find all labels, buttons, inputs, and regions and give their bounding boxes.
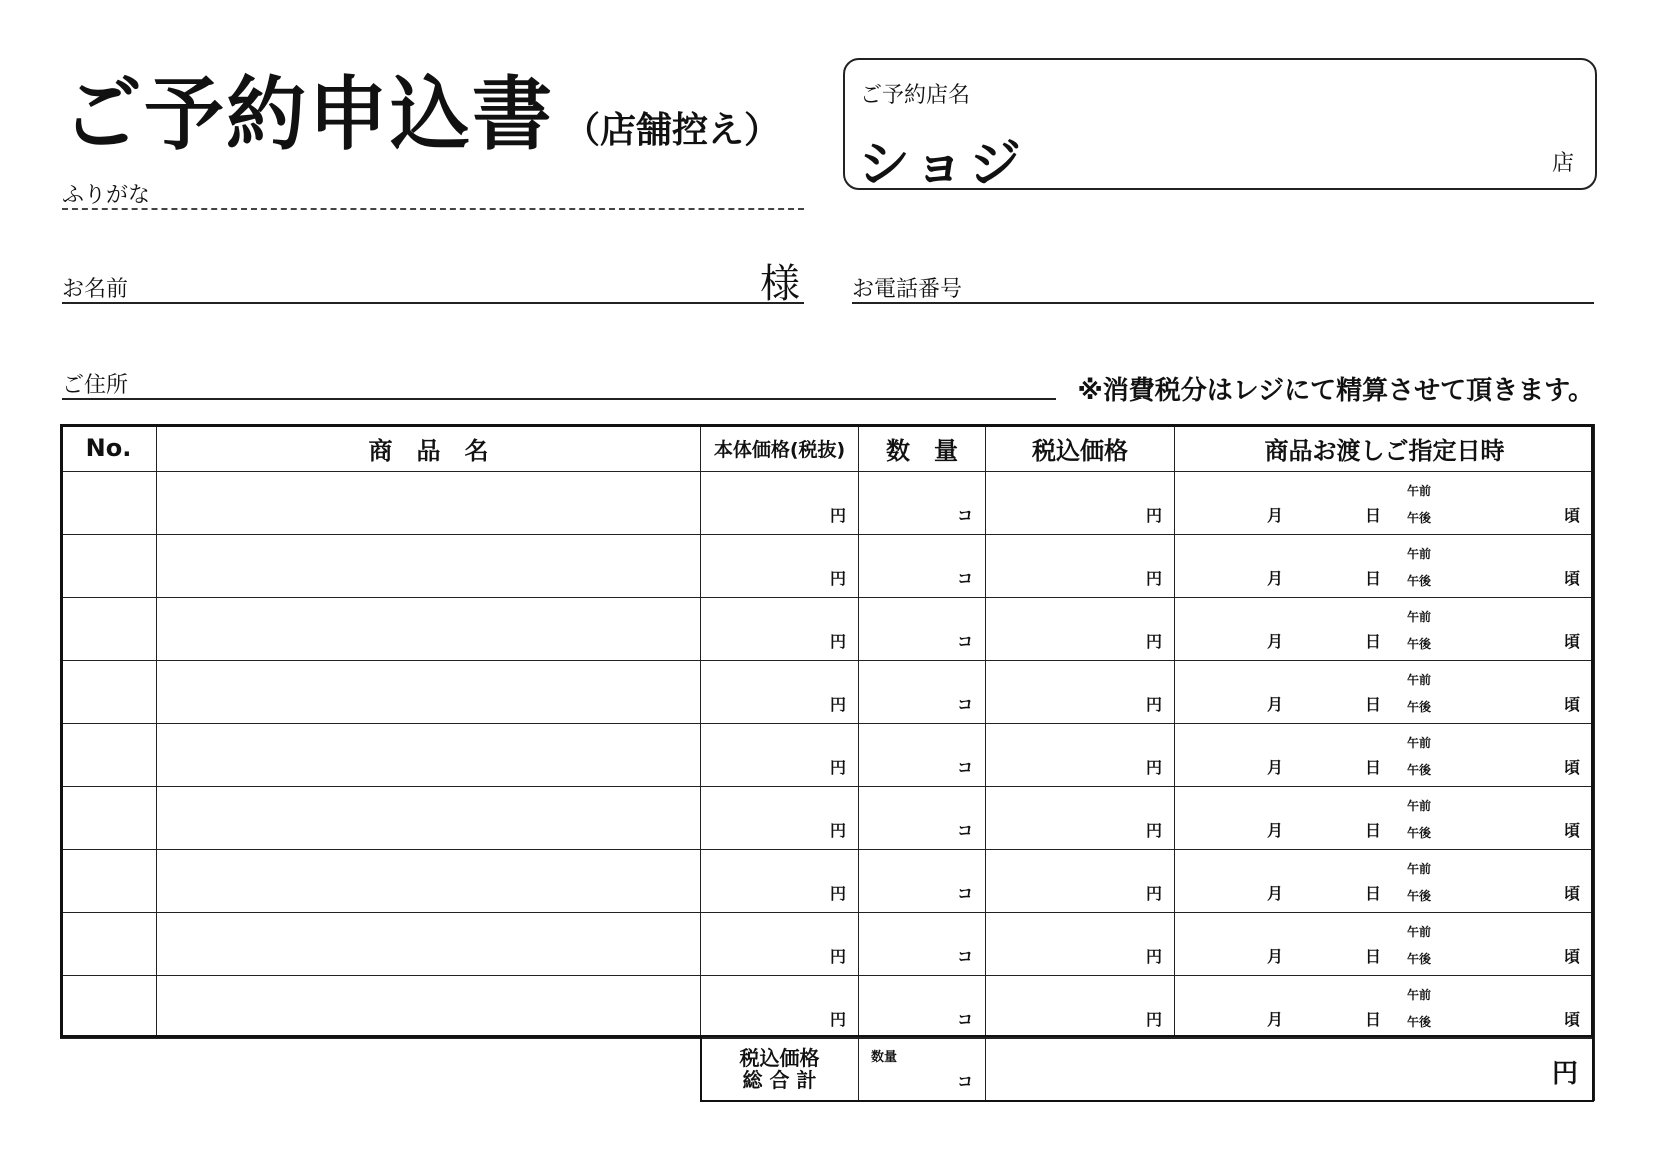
header-price-ex: 本体価格(税抜): [701, 425, 859, 472]
ko-unit: コ: [956, 1010, 973, 1029]
tax-note: ※消費税分はレジにて精算させて頂きます。: [1077, 376, 1594, 406]
phone-field[interactable]: [852, 302, 1594, 304]
furigana-label: ふりがな: [62, 183, 151, 208]
yen-unit: 円: [1145, 947, 1162, 966]
header-item: 商 品 名: [157, 425, 701, 472]
delivery-cell[interactable]: [1175, 787, 1595, 850]
pm-label: 午後: [1407, 574, 1432, 588]
ko-unit: コ: [956, 632, 973, 651]
price-in-cell[interactable]: [986, 661, 1175, 724]
name-suffix: 様: [760, 261, 800, 307]
item-cell[interactable]: [157, 535, 701, 598]
month-unit: 月: [1267, 884, 1284, 903]
ko-unit: コ: [956, 947, 973, 966]
no-cell[interactable]: [61, 913, 157, 976]
qty-cell[interactable]: [859, 976, 986, 1039]
no-cell[interactable]: [61, 787, 157, 850]
yen-unit: 円: [829, 569, 846, 588]
table-row: [61, 472, 1595, 535]
item-cell[interactable]: [157, 976, 701, 1039]
totals-yen: 円: [1551, 1059, 1578, 1089]
day-unit: 日: [1365, 506, 1382, 525]
price-in-cell[interactable]: [986, 976, 1175, 1039]
am-label: 午前: [1407, 484, 1432, 498]
delivery-cell[interactable]: [1175, 661, 1595, 724]
day-unit: 日: [1365, 821, 1382, 840]
yen-unit: 円: [1145, 884, 1162, 903]
price-ex-cell[interactable]: [701, 976, 859, 1039]
table-row: [61, 535, 1595, 598]
price-ex-cell[interactable]: [701, 472, 859, 535]
am-label: 午前: [1407, 925, 1432, 939]
reservation-table: [60, 424, 1595, 1039]
am-label: 午前: [1407, 862, 1432, 876]
about-unit: 頃: [1563, 947, 1580, 966]
pm-label: 午後: [1407, 700, 1432, 714]
furigana-field[interactable]: [62, 208, 804, 210]
delivery-cell[interactable]: [1175, 913, 1595, 976]
delivery-cell[interactable]: [1175, 850, 1595, 913]
month-unit: 月: [1267, 758, 1284, 777]
about-unit: 頃: [1563, 569, 1580, 588]
ko-unit: コ: [956, 884, 973, 903]
item-cell[interactable]: [157, 472, 701, 535]
table-header-row: [61, 425, 1595, 472]
about-unit: 頃: [1563, 695, 1580, 714]
price-in-cell[interactable]: [986, 535, 1175, 598]
item-cell[interactable]: [157, 661, 701, 724]
table-body: [61, 472, 1595, 1039]
item-cell[interactable]: [157, 913, 701, 976]
qty-cell[interactable]: [859, 913, 986, 976]
totals-label-line1: 税込価格: [739, 1046, 820, 1070]
no-cell[interactable]: [61, 724, 157, 787]
month-unit: 月: [1267, 1010, 1284, 1029]
table-row: [61, 850, 1595, 913]
phone-label: お電話番号: [852, 277, 963, 302]
form-subtitle: （店舗控え）: [564, 110, 781, 151]
ko-unit: コ: [956, 506, 973, 525]
price-ex-cell[interactable]: [701, 913, 859, 976]
am-label: 午前: [1407, 736, 1432, 750]
shop-label: ご予約店名: [860, 83, 971, 108]
totals-label-line2: 総 合 計: [742, 1068, 817, 1092]
delivery-cell[interactable]: [1175, 976, 1595, 1039]
qty-cell[interactable]: [859, 661, 986, 724]
price-in-cell[interactable]: [986, 787, 1175, 850]
price-ex-cell[interactable]: [701, 787, 859, 850]
day-unit: 日: [1365, 695, 1382, 714]
about-unit: 頃: [1563, 758, 1580, 777]
table-row: [61, 787, 1595, 850]
about-unit: 頃: [1563, 632, 1580, 651]
qty-cell[interactable]: [859, 724, 986, 787]
address-field[interactable]: [62, 398, 1056, 400]
name-label: お名前: [62, 277, 129, 302]
price-ex-cell[interactable]: [701, 661, 859, 724]
no-cell[interactable]: [61, 850, 157, 913]
no-cell[interactable]: [61, 598, 157, 661]
form-title-text: ご予約申込書: [62, 68, 554, 161]
item-cell[interactable]: [157, 850, 701, 913]
table-row: [61, 724, 1595, 787]
day-unit: 日: [1365, 758, 1382, 777]
price-in-cell[interactable]: [986, 472, 1175, 535]
ko-unit: コ: [956, 569, 973, 588]
delivery-cell[interactable]: [1175, 598, 1595, 661]
yen-unit: 円: [1145, 506, 1162, 525]
pm-label: 午後: [1407, 763, 1432, 777]
price-ex-cell[interactable]: [701, 535, 859, 598]
day-unit: 日: [1365, 1010, 1382, 1029]
month-unit: 月: [1267, 821, 1284, 840]
table-row: [61, 976, 1595, 1039]
pm-label: 午後: [1407, 511, 1432, 525]
item-cell[interactable]: [157, 787, 701, 850]
yen-unit: 円: [1145, 569, 1162, 588]
delivery-cell[interactable]: [1175, 472, 1595, 535]
yen-unit: 円: [1145, 821, 1162, 840]
day-unit: 日: [1365, 632, 1382, 651]
yen-unit: 円: [1145, 1010, 1162, 1029]
am-label: 午前: [1407, 610, 1432, 624]
header-no: No.: [61, 425, 157, 472]
price-in-cell[interactable]: [986, 724, 1175, 787]
header-qty: 数 量: [859, 425, 986, 472]
table-row: [61, 598, 1595, 661]
address-label: ご住所: [62, 373, 129, 398]
yen-unit: 円: [829, 1010, 846, 1029]
price-ex-cell[interactable]: [701, 850, 859, 913]
delivery-cell[interactable]: [1175, 724, 1595, 787]
totals-row: [701, 1038, 1595, 1101]
month-unit: 月: [1267, 947, 1284, 966]
yen-unit: 円: [1145, 695, 1162, 714]
price-ex-cell[interactable]: [701, 598, 859, 661]
month-unit: 月: [1267, 569, 1284, 588]
qty-cell[interactable]: [859, 472, 986, 535]
totals-qty-label: 数量: [871, 1050, 898, 1065]
ko-unit: コ: [956, 821, 973, 840]
yen-unit: 円: [1145, 632, 1162, 651]
month-unit: 月: [1267, 632, 1284, 651]
item-cell[interactable]: [157, 724, 701, 787]
shop-name-field[interactable]: [1040, 132, 1530, 172]
about-unit: 頃: [1563, 884, 1580, 903]
yen-unit: 円: [829, 884, 846, 903]
day-unit: 日: [1365, 569, 1382, 588]
am-label: 午前: [1407, 988, 1432, 1002]
name-field[interactable]: [62, 302, 804, 304]
day-unit: 日: [1365, 884, 1382, 903]
table-row: [61, 661, 1595, 724]
qty-cell[interactable]: [859, 535, 986, 598]
am-label: 午前: [1407, 673, 1432, 687]
pm-label: 午後: [1407, 889, 1432, 903]
qty-cell[interactable]: [859, 787, 986, 850]
no-cell[interactable]: [61, 976, 157, 1039]
am-label: 午前: [1407, 547, 1432, 561]
yen-unit: 円: [829, 506, 846, 525]
totals-amount-cell[interactable]: [986, 1038, 1595, 1101]
price-in-cell[interactable]: [986, 913, 1175, 976]
about-unit: 頃: [1563, 1010, 1580, 1029]
no-cell[interactable]: [61, 535, 157, 598]
totals-qty-cell[interactable]: [859, 1038, 986, 1101]
shop-suffix: 店: [1552, 151, 1575, 176]
totals-table: [700, 1037, 1595, 1101]
yen-unit: 円: [829, 758, 846, 777]
price-in-cell[interactable]: [986, 598, 1175, 661]
form-title: [62, 50, 780, 165]
qty-cell[interactable]: [859, 850, 986, 913]
yen-unit: 円: [829, 695, 846, 714]
qty-cell[interactable]: [859, 598, 986, 661]
price-ex-cell[interactable]: [701, 724, 859, 787]
delivery-cell[interactable]: [1175, 535, 1595, 598]
ko-unit: コ: [956, 758, 973, 777]
yen-unit: 円: [1145, 758, 1162, 777]
month-unit: 月: [1267, 506, 1284, 525]
day-unit: 日: [1365, 947, 1382, 966]
totals-qty-unit: コ: [956, 1072, 973, 1091]
yen-unit: 円: [829, 821, 846, 840]
pm-label: 午後: [1407, 1015, 1432, 1029]
pm-label: 午後: [1407, 826, 1432, 840]
yen-unit: 円: [829, 632, 846, 651]
no-cell[interactable]: [61, 661, 157, 724]
header-delivery: 商品お渡しご指定日時: [1175, 425, 1595, 472]
shop-logo: ショジ: [858, 135, 1025, 195]
item-cell[interactable]: [157, 598, 701, 661]
yen-unit: 円: [829, 947, 846, 966]
table-row: [61, 913, 1595, 976]
price-in-cell[interactable]: [986, 850, 1175, 913]
month-unit: 月: [1267, 695, 1284, 714]
am-label: 午前: [1407, 799, 1432, 813]
about-unit: 頃: [1563, 821, 1580, 840]
ko-unit: コ: [956, 695, 973, 714]
totals-label: [701, 1038, 859, 1101]
no-cell[interactable]: [61, 472, 157, 535]
header-price-in: 税込価格: [986, 425, 1175, 472]
about-unit: 頃: [1563, 506, 1580, 525]
pm-label: 午後: [1407, 952, 1432, 966]
pm-label: 午後: [1407, 637, 1432, 651]
